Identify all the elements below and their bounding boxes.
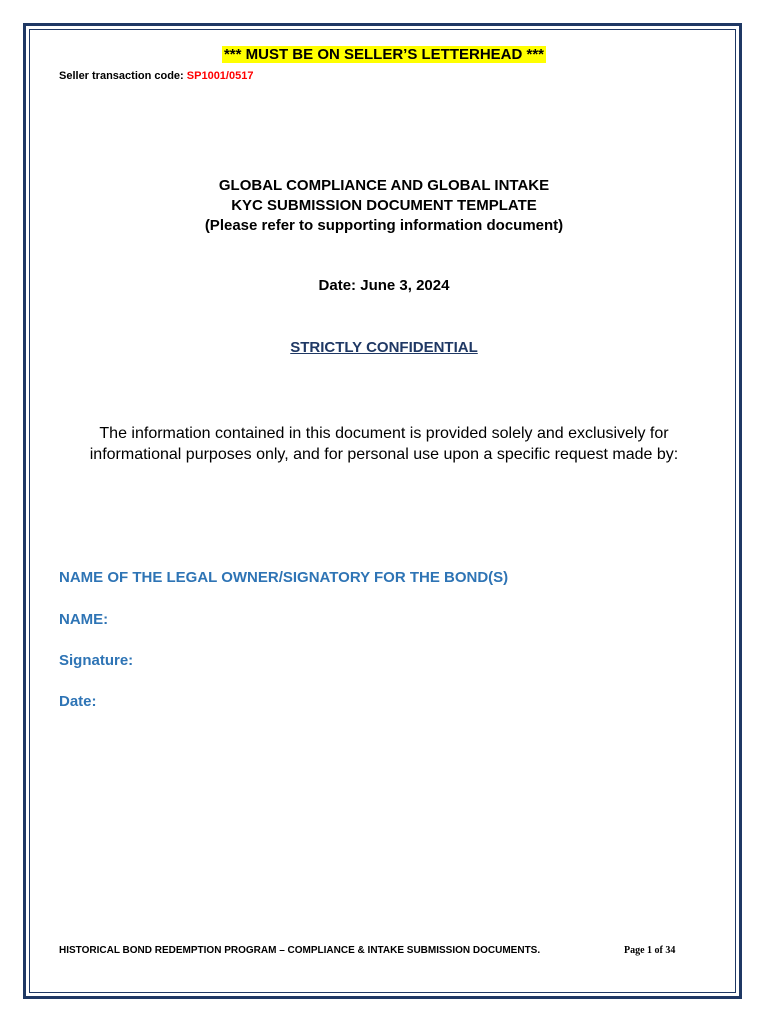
intro-paragraph xyxy=(40,423,728,465)
footer-text: HISTORICAL BOND REDEMPTION PROGRAM – COMPLIANCE & INTAKE SUBMISSION DOCUMENTS. xyxy=(59,945,541,956)
name-field-label: NAME: xyxy=(59,611,109,628)
intro-line-2: informational purposes only, and for personal use upon a specific request made by: xyxy=(89,446,679,463)
page-border-inner xyxy=(29,29,736,993)
seller-transaction-line xyxy=(59,70,253,82)
letterhead-notice-text: *** MUST BE ON SELLER’S LETTERHEAD *** xyxy=(223,46,545,63)
title-line-2: KYC SUBMISSION DOCUMENT TEMPLATE xyxy=(231,197,537,214)
title-line-1: GLOBAL COMPLIANCE AND GLOBAL INTAKE xyxy=(218,177,550,194)
confidential-heading: STRICTLY CONFIDENTIAL xyxy=(290,339,478,356)
document-title xyxy=(0,176,768,236)
signature-field-label: Signature: xyxy=(59,652,134,669)
owner-heading: NAME OF THE LEGAL OWNER/SIGNATORY FOR THE BOND(S) xyxy=(59,569,509,586)
title-line-3: (Please refer to supporting information document) xyxy=(204,217,564,234)
seller-transaction-label: Seller transaction code: xyxy=(59,70,184,82)
letterhead-notice xyxy=(0,46,768,64)
page-number: Page 1 of 34 xyxy=(624,945,676,956)
document-date: Date: June 3, 2024 xyxy=(318,277,450,294)
date-field-label: Date: xyxy=(59,693,97,710)
intro-line-1: The information contained in this document is provided solely and exclusively for xyxy=(99,425,669,442)
seller-transaction-code: SP1001/0517 xyxy=(186,70,254,82)
